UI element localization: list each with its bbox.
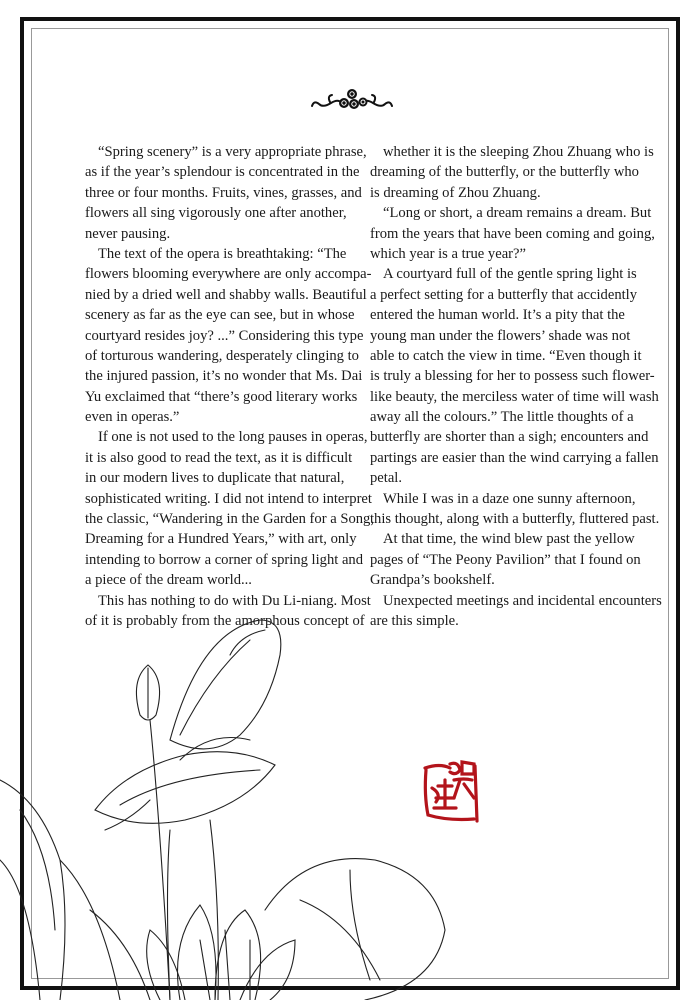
text-line: a perfect setting for a butterfly that accidently: [370, 286, 638, 303]
paragraph-first-line: “Long or short, a dream remains a dream. But: [383, 205, 652, 222]
text-line: flowers all sing vigorously one after another,: [85, 205, 347, 222]
text-line: flowers blooming everywhere are only accompa-: [85, 266, 372, 283]
text-line: even in operas.”: [85, 409, 180, 426]
left-text-column: [85, 142, 374, 631]
text-line: in our modern lives to duplicate that natural,: [85, 470, 345, 487]
paragraph-first-line: Unexpected meetings and incidental encounters: [383, 592, 662, 609]
text-line: butterfly are shorter than a sigh; encounters and: [370, 429, 649, 446]
paragraph-first-line: “Spring scenery” is a very appropriate phrase,: [98, 144, 367, 160]
text-line: petal.: [370, 470, 403, 487]
text-line: this thought, along with a butterfly, fluttered past.: [370, 511, 660, 528]
right-text-column: [370, 142, 662, 631]
text-line: from the years that have been coming and going,: [370, 225, 655, 242]
paragraph-first-line: While I was in a daze one sunny afternoon,: [383, 490, 636, 507]
text-line: sophisticated writing. I did not intend to interpret: [85, 490, 372, 507]
text-line: are this simple.: [370, 612, 459, 629]
text-line: intending to borrow a corner of spring light and: [85, 551, 364, 568]
text-line: the injured passion, it’s no wonder that Ms. Dai: [85, 368, 363, 385]
text-line: young man under the flowers’ shade was not: [370, 327, 631, 344]
text-line: entered the human world. It’s a pity that the: [370, 307, 625, 324]
text-line: like beauty, the merciless water of time will wash: [370, 388, 659, 405]
text-line: three or four months. Fruits, vines, grasses, and: [85, 184, 362, 201]
paragraph-first-line: The text of the opera is breathtaking: “The: [98, 245, 347, 262]
text-line: away all the colours.” The little thoughts of a: [370, 409, 634, 426]
text-line: nied by a dried well and shabby walls. Beautiful: [85, 286, 367, 303]
text-line: as if the year’s splendour is concentrated in the: [85, 164, 360, 181]
text-line: is dreaming of Zhou Zhuang.: [370, 184, 541, 201]
paragraph-first-line: A courtyard full of the gentle spring light is: [383, 266, 637, 283]
text-line: the classic, “Wandering in the Garden for a Song,: [85, 511, 374, 528]
text-line: scenery as far as the eye can see, but in whose: [85, 307, 355, 324]
text-line: Grandpa’s bookshelf.: [370, 572, 495, 589]
text-line: Yu exclaimed that “there’s good literary works: [85, 388, 358, 405]
text-line: Dreaming for a Hundred Years,” with art, only: [85, 531, 357, 548]
text-line: is truly a blessing for her to possess such flower-: [370, 368, 655, 385]
paragraph-first-line: whether it is the sleeping Zhou Zhuang who is: [383, 144, 654, 160]
text-line: partings are easier than the wind carrying a fallen: [370, 449, 659, 466]
text-line: it is also good to read the text, as it is difficult: [85, 449, 353, 466]
paragraph-first-line: This has nothing to do with Du Li-niang. Most: [98, 592, 371, 609]
text-line: of it is probably from the amorphous concept of: [85, 612, 365, 629]
text-line: courtyard resides joy? ...” Considering this type: [85, 327, 364, 344]
text-line: dreaming of the butterfly, or the butterfly who: [370, 164, 639, 181]
text-line: of torturous wandering, desperately clinging to: [85, 347, 359, 364]
text-line: pages of “The Peony Pavilion” that I found on: [370, 551, 641, 568]
paragraph-first-line: At that time, the wind blew past the yellow: [383, 531, 635, 548]
paragraph-first-line: If one is not used to the long pauses in operas,: [98, 429, 368, 446]
text-line: never pausing.: [85, 225, 171, 242]
text-line: a piece of the dream world...: [85, 572, 252, 589]
red-seal-stamp: [420, 758, 480, 826]
floral-ornament-icon: [308, 86, 396, 114]
lotus-line-drawing: [0, 610, 470, 1000]
text-line: able to catch the view in time. “Even though it: [370, 347, 642, 364]
text-line: which year is a true year?”: [370, 245, 526, 262]
